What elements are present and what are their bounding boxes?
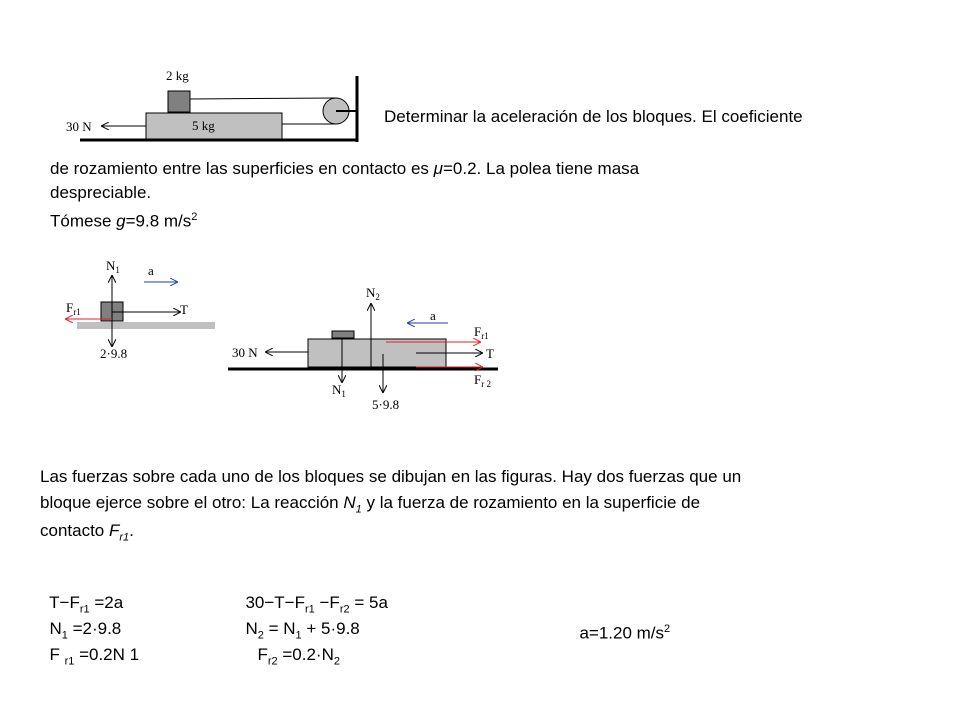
equation-2b: $N_2 = N_1 + 5\cdot 9.8$ xyxy=(245,619,360,642)
equation-1a: $T-F_{r1} =2a$ xyxy=(49,593,124,616)
svg-text:a: a xyxy=(148,263,154,278)
explanation-line-3: contacto $F_{r1}$. xyxy=(40,521,134,544)
explanation-line-1: Las fuerzas sobre cada uno de los bloques se dibujan en las figuras. Hay dos fuerzas que un xyxy=(40,467,742,486)
svg-text:30 N: 30 N xyxy=(232,345,258,360)
equation-1b: $30-T-F_{r1} -F_{r2} = 5a$ xyxy=(245,593,388,616)
fbd-small-block xyxy=(60,252,220,372)
setup-diagram xyxy=(60,66,380,146)
svg-text:Fr1: $F_{r1}$ xyxy=(474,324,489,341)
mass-label-bottom: 5 kg xyxy=(192,118,215,133)
svg-text:5·9.8: 5·9.8 xyxy=(372,397,400,412)
problem-line-2: de rozamiento entre las superficies en contacto es μ=0.2. La polea tiene masa xyxy=(50,159,640,178)
equation-2a: $N_1 =2\cdot 9.8$ xyxy=(49,619,122,642)
fbd-large-block xyxy=(226,280,506,420)
equation-3b: $F_{r2} =0.2\cdot N_2$ xyxy=(257,645,340,668)
svg-text:T: T xyxy=(180,302,188,317)
svg-text:Fr 2: $F_{r 2}$ xyxy=(474,372,491,389)
svg-text:N1: $N_1$ xyxy=(332,382,346,399)
explanation-line-2: bloque ejerce sobre el otro: La reacción $N_1$ y la fuerza de rozamiento en la superficie de xyxy=(40,493,701,516)
mass-label-top: 2 kg xyxy=(166,68,189,83)
svg-text:N2: $N_2$ xyxy=(366,285,380,302)
force-label: 30 N xyxy=(66,119,92,134)
problem-line-1: Determinar la aceleración de los bloques. El coeficiente xyxy=(384,107,803,126)
problem-line-4: Tómese g=9.8 $m/s^2$ xyxy=(50,211,198,231)
problem-line-3: despreciable. xyxy=(50,183,152,202)
equation-3a: F $_{r1}$ =0.2N 1 xyxy=(49,645,140,668)
block-2kg xyxy=(168,91,190,112)
svg-text:N1: $N_1$ xyxy=(106,258,120,275)
svg-text:a: a xyxy=(430,308,436,323)
svg-text:2·9.8: 2·9.8 xyxy=(100,346,128,361)
result-acceleration: a=1.20 $m/s^2$ xyxy=(579,623,671,643)
svg-text:T: T xyxy=(486,346,494,361)
svg-text:Fr1: $F_{r1}$ xyxy=(66,300,81,317)
